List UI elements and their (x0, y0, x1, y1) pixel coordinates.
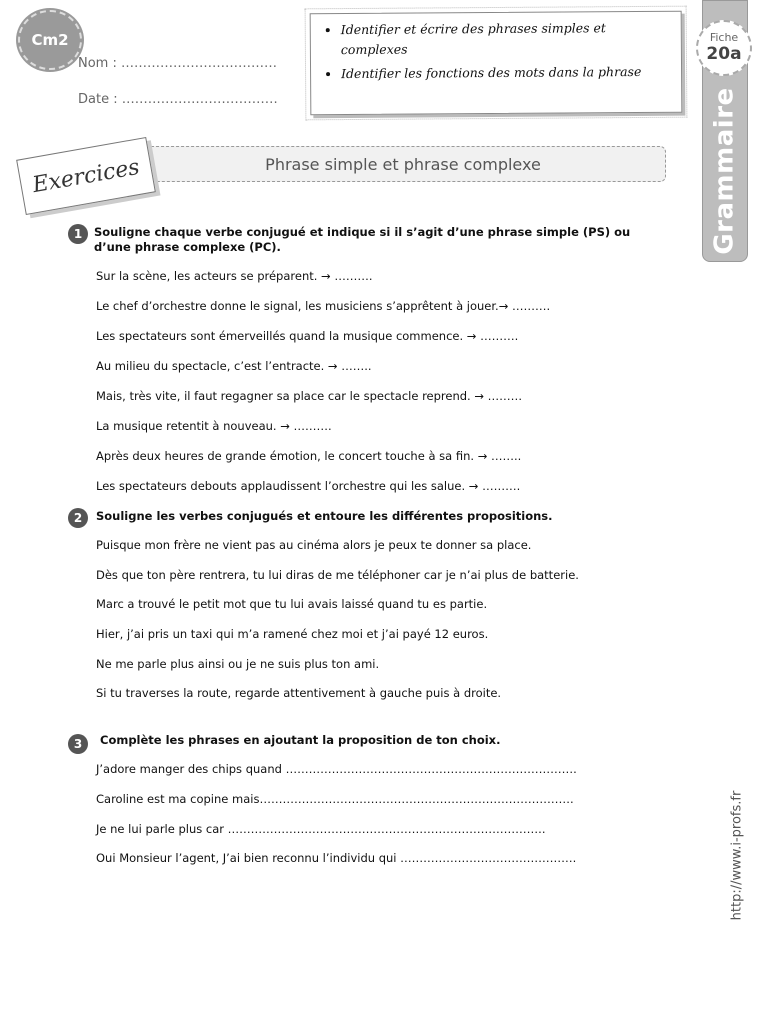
exercise-instruction: Complète les phrases en ajoutant la proposition de ton choix. (100, 733, 501, 747)
fiche-number: 20a (706, 44, 742, 64)
sentence-line: Mais, très vite, il faut regagner sa place car le spectacle reprend. → ……… (96, 389, 523, 403)
footer-url-text: http://www.i-profs.fr (729, 790, 745, 920)
fiche-badge (696, 20, 752, 76)
sentence-line: Si tu traverses la route, regarde attentivement à gauche puis à droite. (96, 686, 502, 700)
sentence-line: Puisque mon frère ne vient pas au cinéma alors je peux te donner sa place. (96, 538, 532, 552)
sentence-line: J’adore manger des chips quand …………………………………………………………………. (96, 762, 577, 776)
sentence-line: Les spectateurs debouts applaudissent l’orchestre qui les salue. → ………. (96, 479, 521, 493)
objectives-card (310, 11, 683, 116)
page-title: Phrase simple et phrase complexe (140, 146, 666, 182)
objective-item: • Identifier et écrire des phrases simples et complexes (341, 18, 671, 60)
sentence-line: Dès que ton père rentrera, tu lui diras de me téléphoner car je n’ai plus de batterie. (96, 568, 579, 582)
exercise-number: 1 (68, 224, 88, 244)
sentence-line: Après deux heures de grande émotion, le concert touche à sa fin. → …….. (96, 449, 522, 463)
sentence-line: Le chef d’orchestre donne le signal, les musiciens s’apprêtent à jouer.→ ………. (96, 299, 551, 313)
fiche-label: Fiche (709, 31, 739, 44)
exercise-number: 2 (68, 508, 88, 528)
exercise-number: 3 (68, 734, 88, 754)
exercise-instruction: Souligne les verbes conjugués et entoure les différentes propositions. (96, 509, 553, 523)
sentence-line: Marc a trouvé le petit mot que tu lui avais laissé quand tu es partie. (96, 597, 488, 611)
sentence-line: Je ne lui parle plus car ……………………………………………………………………….. (96, 822, 546, 836)
instruction-line: d’une phrase complexe (PC). (94, 240, 281, 254)
sentence-line: Caroline est ma copine mais………………………………………………………………………. (96, 792, 574, 806)
sentence-line: Oui Monsieur l’agent, J’ai bien reconnu l’individu qui ………………………………………. (96, 851, 577, 865)
subject-text: Grammaire (710, 87, 740, 255)
sentence-line: Les spectateurs sont émerveillés quand la musique commence. → ………. (96, 329, 519, 343)
exercise-instruction (94, 225, 630, 255)
exercices-badge: Exercices (16, 137, 156, 215)
instruction-line: Souligne chaque verbe conjugué et indique si il s’agit d’une phrase simple (PS) ou (94, 225, 631, 239)
footer-url (722, 780, 752, 930)
name-field-line: Nom : ……………………………… (78, 56, 277, 71)
sentence-line: Hier, j’ai pris un taxi qui m’a ramené chez moi et j’ai payé 12 euros. (96, 627, 489, 641)
level-badge: Cm2 (18, 10, 82, 70)
sentence-line: Au milieu du spectacle, c’est l’entracte. → …….. (96, 359, 372, 373)
objective-item: • Identifier les fonctions des mots dans la phrase (341, 62, 671, 84)
sentence-line: Ne me parle plus ainsi ou je ne suis plus ton ami. (96, 657, 380, 671)
sentence-line: La musique retentit à nouveau. → ………. (96, 419, 332, 433)
sentence-line: Sur la scène, les acteurs se préparent. → ………. (96, 269, 373, 283)
date-field-line: Date : ……………………………… (78, 92, 278, 107)
subject-label (700, 87, 750, 255)
